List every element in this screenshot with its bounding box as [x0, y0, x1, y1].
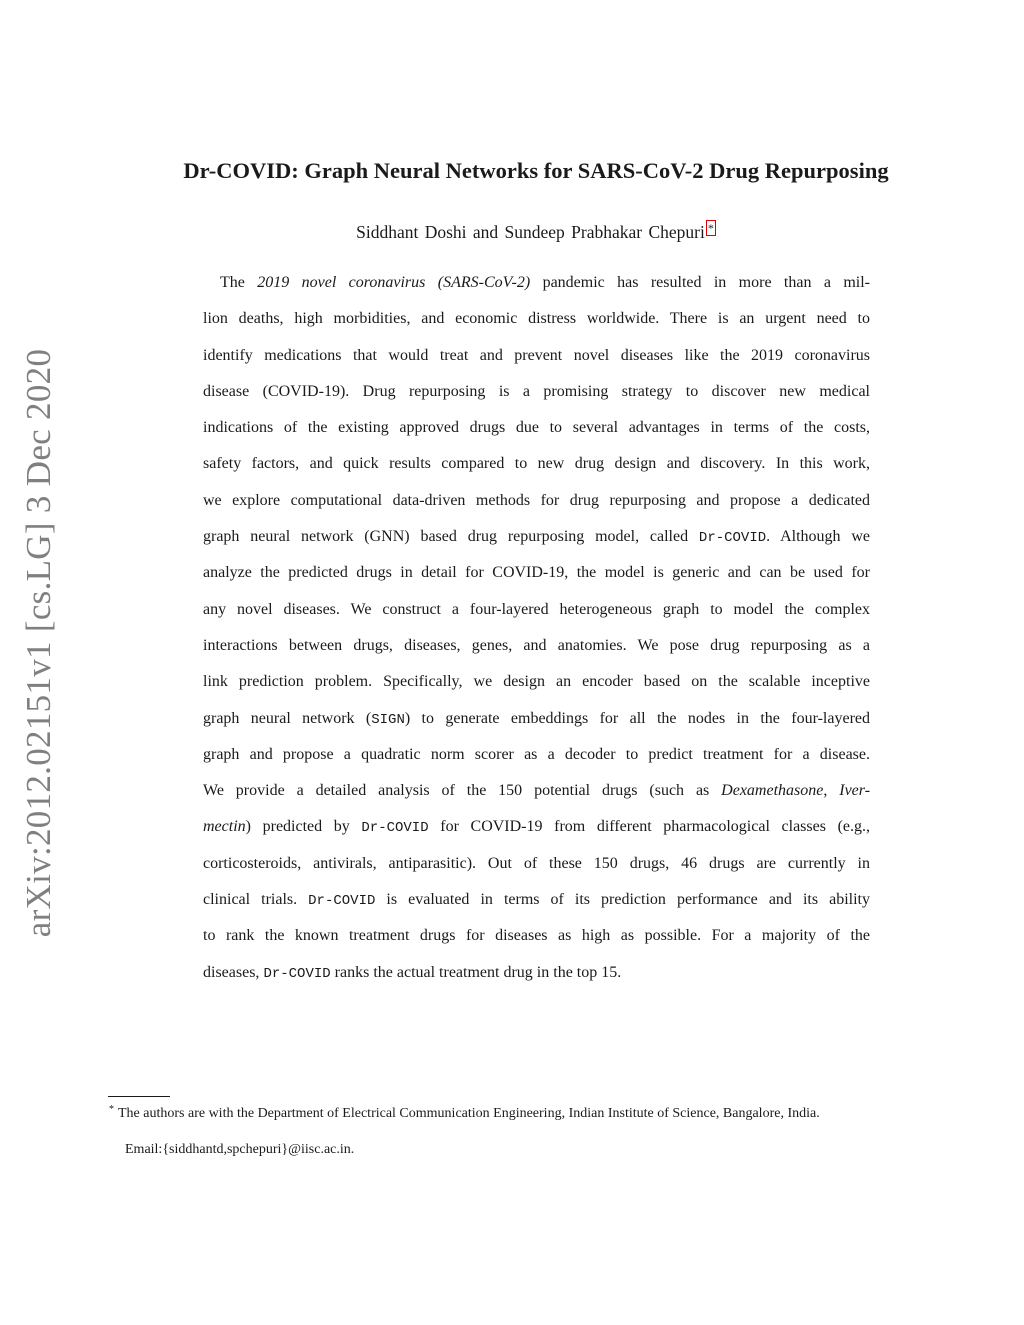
- paper-title: Dr-COVID: Graph Neural Networks for SARS-CoV-2 Drug Repurposing: [183, 158, 889, 183]
- abstract-line: graph neural network (GNN) based drug repurposing model, called Dr-COVID. Although we: [203, 528, 871, 547]
- arxiv-identifier-stamp: arXiv:2012.02151v1 [cs.LG] 3 Dec 2020: [19, 348, 58, 938]
- abstract-line: safety factors, and quick results compared to new drug design and discovery. In this work,: [203, 455, 870, 473]
- abstract-line: identify medications that would treat and prevent novel diseases like the 2019 coronavirus: [203, 346, 870, 364]
- abstract-line: we explore computational data-driven methods for drug repurposing and propose a dedicated: [203, 491, 870, 509]
- abstract-line: lion deaths, high morbidities, and economic distress worldwide. There is an urgent need to: [203, 310, 870, 328]
- footnote-divider: [108, 1096, 170, 1097]
- abstract-line: any novel diseases. We construct a four-layered heterogeneous graph to model the complex: [203, 600, 870, 618]
- abstract-line: interactions between drugs, diseases, genes, and anatomies. We pose drug repurposing as a: [203, 636, 870, 654]
- author-names: Siddhant Doshi and Sundeep Prabhakar Chepuri: [356, 222, 705, 242]
- abstract-line: disease (COVID-19). Drug repurposing is a promising strategy to discover new medical: [203, 382, 870, 400]
- abstract-line: link prediction problem. Specifically, we design an encoder based on the scalable inceptive: [203, 673, 870, 691]
- footnote-mark: *: [109, 1104, 114, 1115]
- abstract-line: analyze the predicted drugs in detail for COVID-19, the model is generic and can be used for: [203, 564, 870, 582]
- abstract-line: clinical trials. Dr-COVID is evaluated in terms of its prediction performance and its ability: [203, 891, 870, 910]
- abstract-line: diseases, Dr-COVID ranks the actual treatment drug in the top 15.: [203, 963, 622, 982]
- abstract-line: We provide a detailed analysis of the 150 potential drugs (such as Dexamethasone, Iver-: [203, 782, 871, 800]
- abstract-line: graph neural network (SIGN) to generate embeddings for all the nodes in the four-layered: [203, 709, 870, 728]
- abstract-line: mectin) predicted by Dr-COVID for COVID-19 from different pharmacological classes (e.g.,: [203, 818, 870, 837]
- abstract-line: The 2019 novel coronavirus (SARS-CoV-2) pandemic has resulted in more than a mil-: [220, 274, 870, 291]
- author-footnote-link[interactable]: *: [707, 221, 714, 235]
- author-line: [0, 220, 1024, 243]
- drug-name-emphasis: Dexamethasone: [721, 782, 824, 800]
- sign-code: SIGN: [371, 711, 405, 728]
- footnote-email: Email:{siddhantd,spchepuri}@iisc.ac.in.: [125, 1142, 355, 1157]
- drug-name-emphasis: Iver-: [839, 782, 871, 800]
- abstract-line: indications of the existing approved drugs due to several advantages in terms of the costs,: [203, 419, 870, 437]
- abstract-line: corticosteroids, antivirals, antiparasitic). Out of these 150 drugs, 46 drugs are currently in: [203, 854, 870, 872]
- model-name-code: Dr-COVID: [698, 530, 767, 547]
- model-name-code: Dr-COVID: [263, 965, 331, 982]
- footnote-affiliation: * The authors are with the Department of Electrical Communication Engineering, Indian Institute of Science, Bangalore, India.: [109, 1104, 820, 1121]
- model-name-code: Dr-COVID: [308, 893, 376, 910]
- footnote: [109, 1101, 1009, 1159]
- abstract: [203, 265, 870, 991]
- abstract-line: graph and propose a quadratic norm scorer as a decoder to predict treatment for a disease.: [203, 745, 870, 763]
- drug-name-emphasis: mectin: [203, 818, 246, 836]
- model-name-code: Dr-COVID: [361, 820, 429, 837]
- abstract-line: to rank the known treatment drugs for diseases as high as possible. For a majority of the: [203, 927, 870, 945]
- virus-name-emphasis: 2019 novel coronavirus (SARS-CoV-2): [257, 274, 531, 291]
